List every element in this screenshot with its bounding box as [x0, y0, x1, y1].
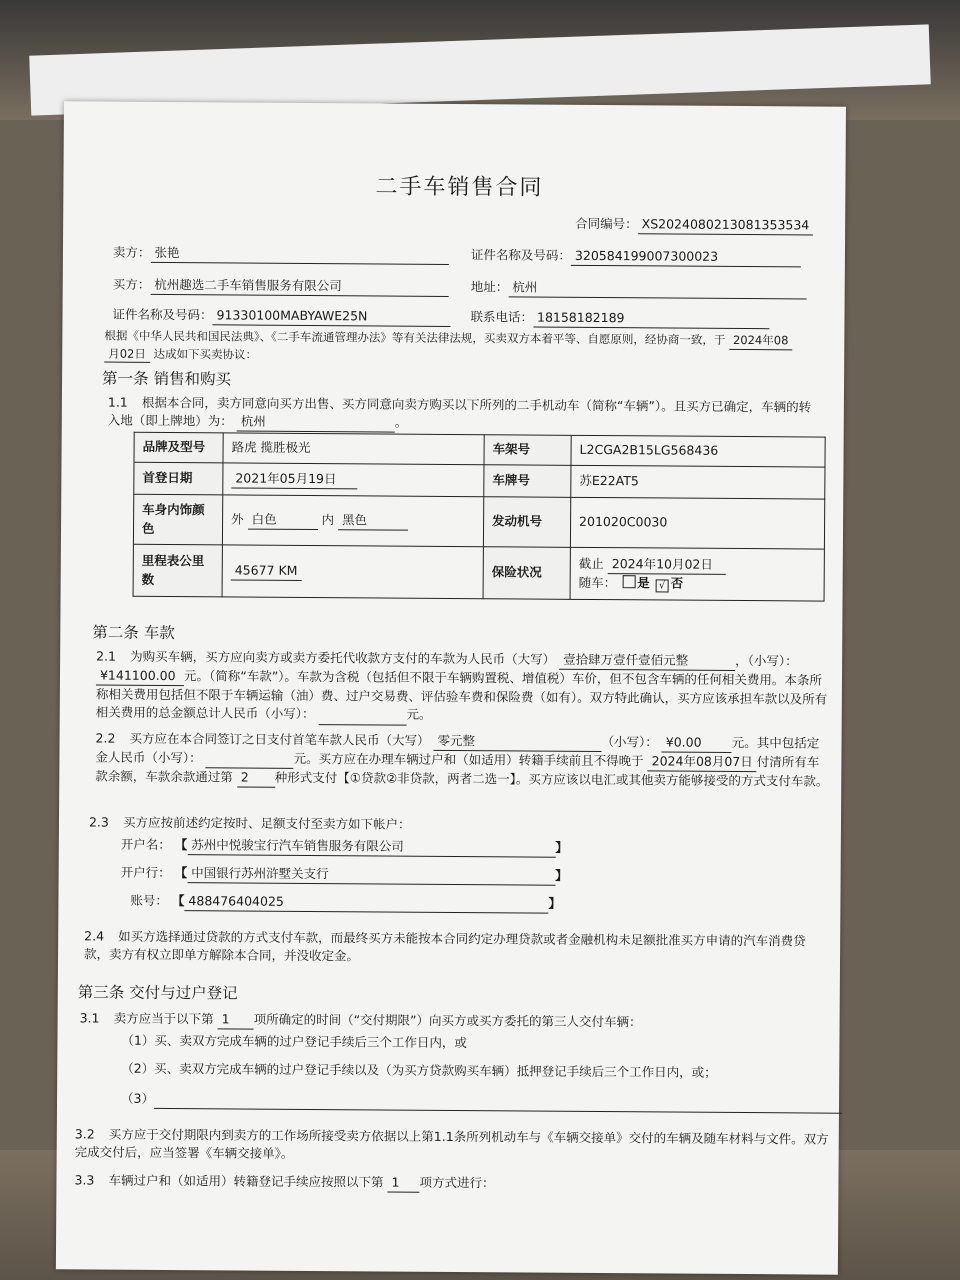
deposit-blank [206, 749, 294, 769]
buyer-id-row [112, 306, 450, 327]
clause-1-1: 1.1 根据本合同，卖方同意向买方出售、买方同意向卖方购买以下所列的二手机动车（简称“车辆”）。且买方已确定，车辆的转入地（即上牌地）为： 杭州 。 [108, 394, 822, 436]
buyer-phone-row [470, 308, 769, 329]
vehicle-info-table [133, 432, 826, 602]
article2-heading: 第二条 车款 [92, 623, 175, 643]
clause-1-1-number: 1.1 [107, 394, 128, 410]
follow-yes-label: 是 [637, 575, 650, 591]
clause-3-2 [75, 1125, 835, 1167]
engine-value: 201020C0030 [570, 497, 824, 549]
preamble-tail: 达成如下买卖协议： [153, 346, 258, 362]
account-name-value: 苏州中悦骏宝行汽车销售服务有限公司 [187, 836, 555, 858]
account-number-value: 488476404025 [184, 892, 548, 914]
first-registration-label: 首登日期 [134, 462, 223, 495]
vin-label: 车架号 [484, 435, 571, 466]
table-row [134, 432, 825, 467]
mileage-cell [222, 545, 483, 599]
preamble-date-part2: 月02日 [104, 345, 150, 363]
buyer-phone-value: 18158182189 [533, 309, 769, 330]
delivery-option-2: （2）买、卖双方完成车辆的过户登记手续以及（为买方贷款购买车辆）抵押登记手续后三个工作日内，或； [121, 1060, 717, 1080]
buyer-address-row [471, 278, 807, 299]
clause-3-1-number: 3.1 [79, 1010, 100, 1026]
buyer-name: 杭州趣选二手车销售服务有限公司 [150, 276, 448, 297]
brand-label: 品牌及型号 [134, 432, 223, 463]
plate-label: 车牌号 [484, 465, 571, 498]
clause-2-1-text-c: 元。 [406, 707, 432, 723]
contract-number-label: 合同编号： [575, 215, 638, 232]
bank-value: 中国银行苏州浒墅关支行 [187, 864, 555, 886]
clause-2-4 [84, 927, 830, 968]
brand-value: 路虎 揽胜极光 [223, 433, 484, 465]
buyer-label: 买方： [112, 276, 151, 292]
document-title: 二手车销售合同 [375, 174, 544, 201]
seller-label: 卖方： [112, 244, 151, 260]
table-row [133, 544, 824, 601]
buyer-address-label: 地址： [470, 279, 509, 295]
clause-2-2-text-a: 买方应在本合同签订之日支付首笔车款人民币（大写） [129, 730, 430, 748]
transfer-option: 1 [387, 1174, 419, 1193]
contract-number-value: XS2024080213081353534 [638, 215, 814, 235]
account-number-row [130, 892, 561, 914]
account-name-row [121, 836, 568, 858]
interior-color: 黑色 [338, 511, 408, 531]
mileage-value: 45677 KM [231, 561, 302, 581]
clause-3-3-text-a: 车辆过户和（如适用）转籍登记手续应按照以下第 [108, 1172, 384, 1190]
table-row [133, 494, 824, 549]
clause-2-4-number: 2.4 [84, 928, 105, 944]
buyer-address-value: 杭州 [508, 278, 806, 299]
exterior-color: 白色 [248, 510, 318, 530]
buyer-id-value: 91330100MABYAWE25N [212, 306, 450, 327]
clause-2-2-text-d: 付清所有车款余额，车款余款通过第 [95, 754, 820, 785]
table-row [134, 462, 825, 499]
total-amount-blank [318, 705, 406, 725]
preamble [104, 328, 820, 368]
clause-3-3 [74, 1171, 494, 1193]
payment-way: 2 [237, 769, 275, 788]
registration-city: 杭州 [237, 413, 395, 433]
first-payment-small-label: （小写）： [601, 734, 658, 750]
clause-2-4-text: 如买方选择通过贷款的方式支付车款，而最终买方未能按本合同约定办理贷款或者金融机构未足额批准买方申请的汽车消费贷款，卖方有权立即单方解除本合同，并没收定金。 [84, 928, 806, 964]
clause-3-2-number: 3.2 [74, 1126, 95, 1142]
insurance-follow-label: 随车： [578, 574, 617, 591]
delivery-option: 1 [218, 1010, 254, 1029]
price-upper: 壹拾肆万壹仟壹佰元整 [559, 651, 735, 671]
seller-id-row [471, 246, 801, 267]
seller-id-label: 证件名称及号码： [470, 247, 572, 263]
clause-2-1 [96, 648, 831, 729]
plate-value: 苏E22AT5 [571, 465, 825, 499]
buyer-row [113, 276, 449, 297]
interior-prefix: 内 [321, 512, 335, 528]
article1-heading: 第一条 销售和购买 [102, 369, 232, 389]
engine-label: 发动机号 [483, 497, 570, 548]
first-payment-upper: 零元整 [433, 732, 601, 752]
first-payment-amount: ¥0.00 [662, 733, 732, 753]
contract-page [56, 101, 846, 1274]
follow-no-checkbox[interactable]: √ [656, 579, 669, 592]
bracket-right: 】 [548, 895, 562, 911]
bracket-left: 【 [171, 893, 185, 909]
follow-yes-checkbox[interactable] [622, 575, 635, 588]
delivery-option-3-blank [154, 1090, 842, 1114]
article3-heading: 第三条 交付与过户登记 [77, 983, 238, 1003]
price-small-label: ，（小写）： [735, 652, 798, 669]
clause-2-2-text-e: 种形式支付【①贷款②非贷款，两者二选一】。买方应该以电汇或其他卖方能够接受的方式支付车款。 [274, 770, 829, 789]
bracket-left: 【 [174, 865, 188, 881]
clause-2-2-text-b: 元。其中包括定金人民币（小写）： [95, 734, 820, 766]
first-registration-value: 2021年05月19日 [231, 469, 357, 489]
clause-2-2-number: 2.2 [95, 730, 116, 746]
clause-2-1-number: 2.1 [96, 648, 117, 664]
clause-3-1 [80, 1009, 642, 1032]
bank-label: 开户行： [120, 864, 171, 881]
color-label: 车身内饰颜色 [133, 494, 222, 545]
buyer-id-label: 证件名称及号码： [112, 306, 213, 323]
account-name-label: 开户名： [120, 836, 171, 853]
insurance-prefix: 截止 [578, 555, 604, 571]
clause-3-2-text: 买方应于交付期限内到卖方的工作场所接受卖方依据以上第1.1条所列机动车与《车辆交接单》交付的车辆及随车材料与文件。双方完成交付后，应当签署《车辆交接单》。 [74, 1126, 829, 1162]
delivery-option-3 [121, 1090, 842, 1114]
vin-value: L2CGA2B15LG568436 [571, 435, 825, 467]
price-amount: ¥141100.00 [96, 667, 184, 687]
bank-row [121, 864, 568, 886]
follow-no-label: 否 [670, 575, 684, 591]
contract-number [575, 215, 813, 236]
insurance-label: 保险状况 [483, 547, 570, 600]
clause-3-3-number: 3.3 [74, 1172, 95, 1188]
insurance-expiry: 2024年10月02日 [608, 555, 726, 575]
clause-2-3 [89, 813, 411, 833]
delivery-option-3-label: （3） [120, 1090, 155, 1106]
color-cell [222, 495, 483, 547]
preamble-text: 根据《中华人民共和国民法典》、《二手车流通管理办法》等有关法律法规，买卖双方本着平等、自愿原则，经协商一致，于 [104, 328, 726, 347]
account-number-label: 账号： [130, 892, 169, 909]
clause-1-1-text: 根据本合同，卖方同意向买方出售、买方同意向卖方购买以下所列的二手机动车（简称“车辆”）。且买方已确定，车辆的转入地（即上牌地）为： [107, 394, 812, 429]
clause-3-1-text-a: 卖方应当于以下第 [113, 1010, 214, 1027]
bracket-right: 】 [555, 867, 568, 883]
clause-3-3-text-b: 项方式进行： [419, 1174, 495, 1191]
clause-2-3-text: 买方应按前述约定按时、足额支付至卖方如下帐户： [122, 814, 411, 832]
seller-row [113, 244, 449, 265]
first-registration-cell [223, 463, 484, 497]
clause-2-1-text-a: 为购买车辆，买方应向卖方或卖方委托代收款方支付的车款为人民币（大写） [130, 648, 556, 667]
clause-2-2 [95, 730, 829, 792]
seller-name: 张艳 [150, 244, 448, 265]
exterior-prefix: 外 [231, 511, 244, 527]
insurance-expiry-row [579, 555, 816, 576]
delivery-option-1: （1）买、卖双方完成车辆的过户登记手续后三个工作日内，或 [121, 1032, 467, 1051]
insurance-cell [570, 547, 824, 601]
clause-3-1-text-b: 项所确定的时间（“交付期限”）向买方或买方委托的第三人交付车辆： [253, 1011, 642, 1030]
payment-deadline: 2024年08月07日 [648, 752, 757, 772]
buyer-phone-label: 联系电话： [470, 309, 534, 325]
seller-id-value: 320584199007300023 [571, 247, 801, 268]
clause-2-3-number: 2.3 [88, 814, 109, 830]
bracket-left: 【 [174, 837, 188, 853]
clause-2-2-text-c: 元。买方应在办理车辆过户和（如适用）转籍手续前且不得晚于 [293, 751, 644, 769]
mileage-label: 里程表公里数 [133, 544, 222, 597]
clause-2-1-text-b: 元。（简称“车款”）。车款为含税（包括但不限于车辆购置税、增值税）车价，但不包含车辆的任何相关费用。本条所称相关费用包括但不限于车辆运输（油）费、过户交易费、评估验车费和保险费（如有）。双方特此确认，买方应该承担车款以及所有相关费用的总金额总计人民币（小写）： [95, 668, 828, 722]
insurance-follow-row [579, 574, 816, 594]
bracket-right: 】 [555, 839, 568, 855]
preamble-date-part1: 2024年08 [729, 332, 793, 350]
